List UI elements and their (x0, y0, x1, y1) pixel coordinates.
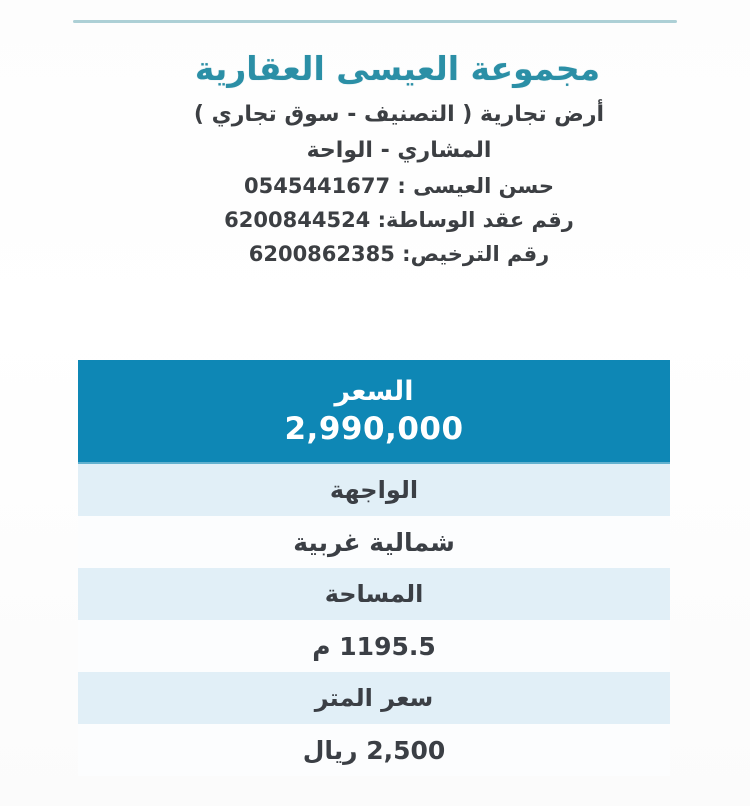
license-number: رقم الترخيص: 6200862385 (248, 241, 550, 266)
price-banner (78, 360, 670, 464)
property-type: أرض تجارية ( التصنيف - سوق تجاري ) (193, 102, 605, 128)
table-row (78, 724, 670, 776)
table-row (78, 620, 670, 672)
spec-label-facade: الواجهة (329, 476, 419, 504)
property-location: المشاري - الواحة (306, 137, 492, 163)
specs-table (78, 360, 670, 776)
table-row (78, 672, 670, 724)
top-divider (73, 20, 677, 23)
brand-title: مجموعة العيسى العقارية (194, 49, 601, 88)
spec-value-area: 1195.5 م (312, 631, 436, 661)
spec-value-facade: شمالية غربية (293, 527, 455, 557)
header-block (0, 48, 750, 271)
table-row (78, 516, 670, 568)
agent-contact: حسن العيسى : 0545441677 (244, 173, 554, 198)
table-row (78, 464, 670, 516)
price-label: السعر (334, 376, 414, 408)
spec-value-price-per-meter: 2,500 ريال (302, 735, 446, 765)
table-row (78, 568, 670, 620)
spec-label-price-per-meter: سعر المتر (314, 684, 434, 712)
brokerage-contract-number: رقم عقد الوساطة: 6200844524 (224, 207, 574, 232)
price-value: 2,990,000 (284, 410, 464, 447)
spec-label-area: المساحة (324, 580, 424, 608)
